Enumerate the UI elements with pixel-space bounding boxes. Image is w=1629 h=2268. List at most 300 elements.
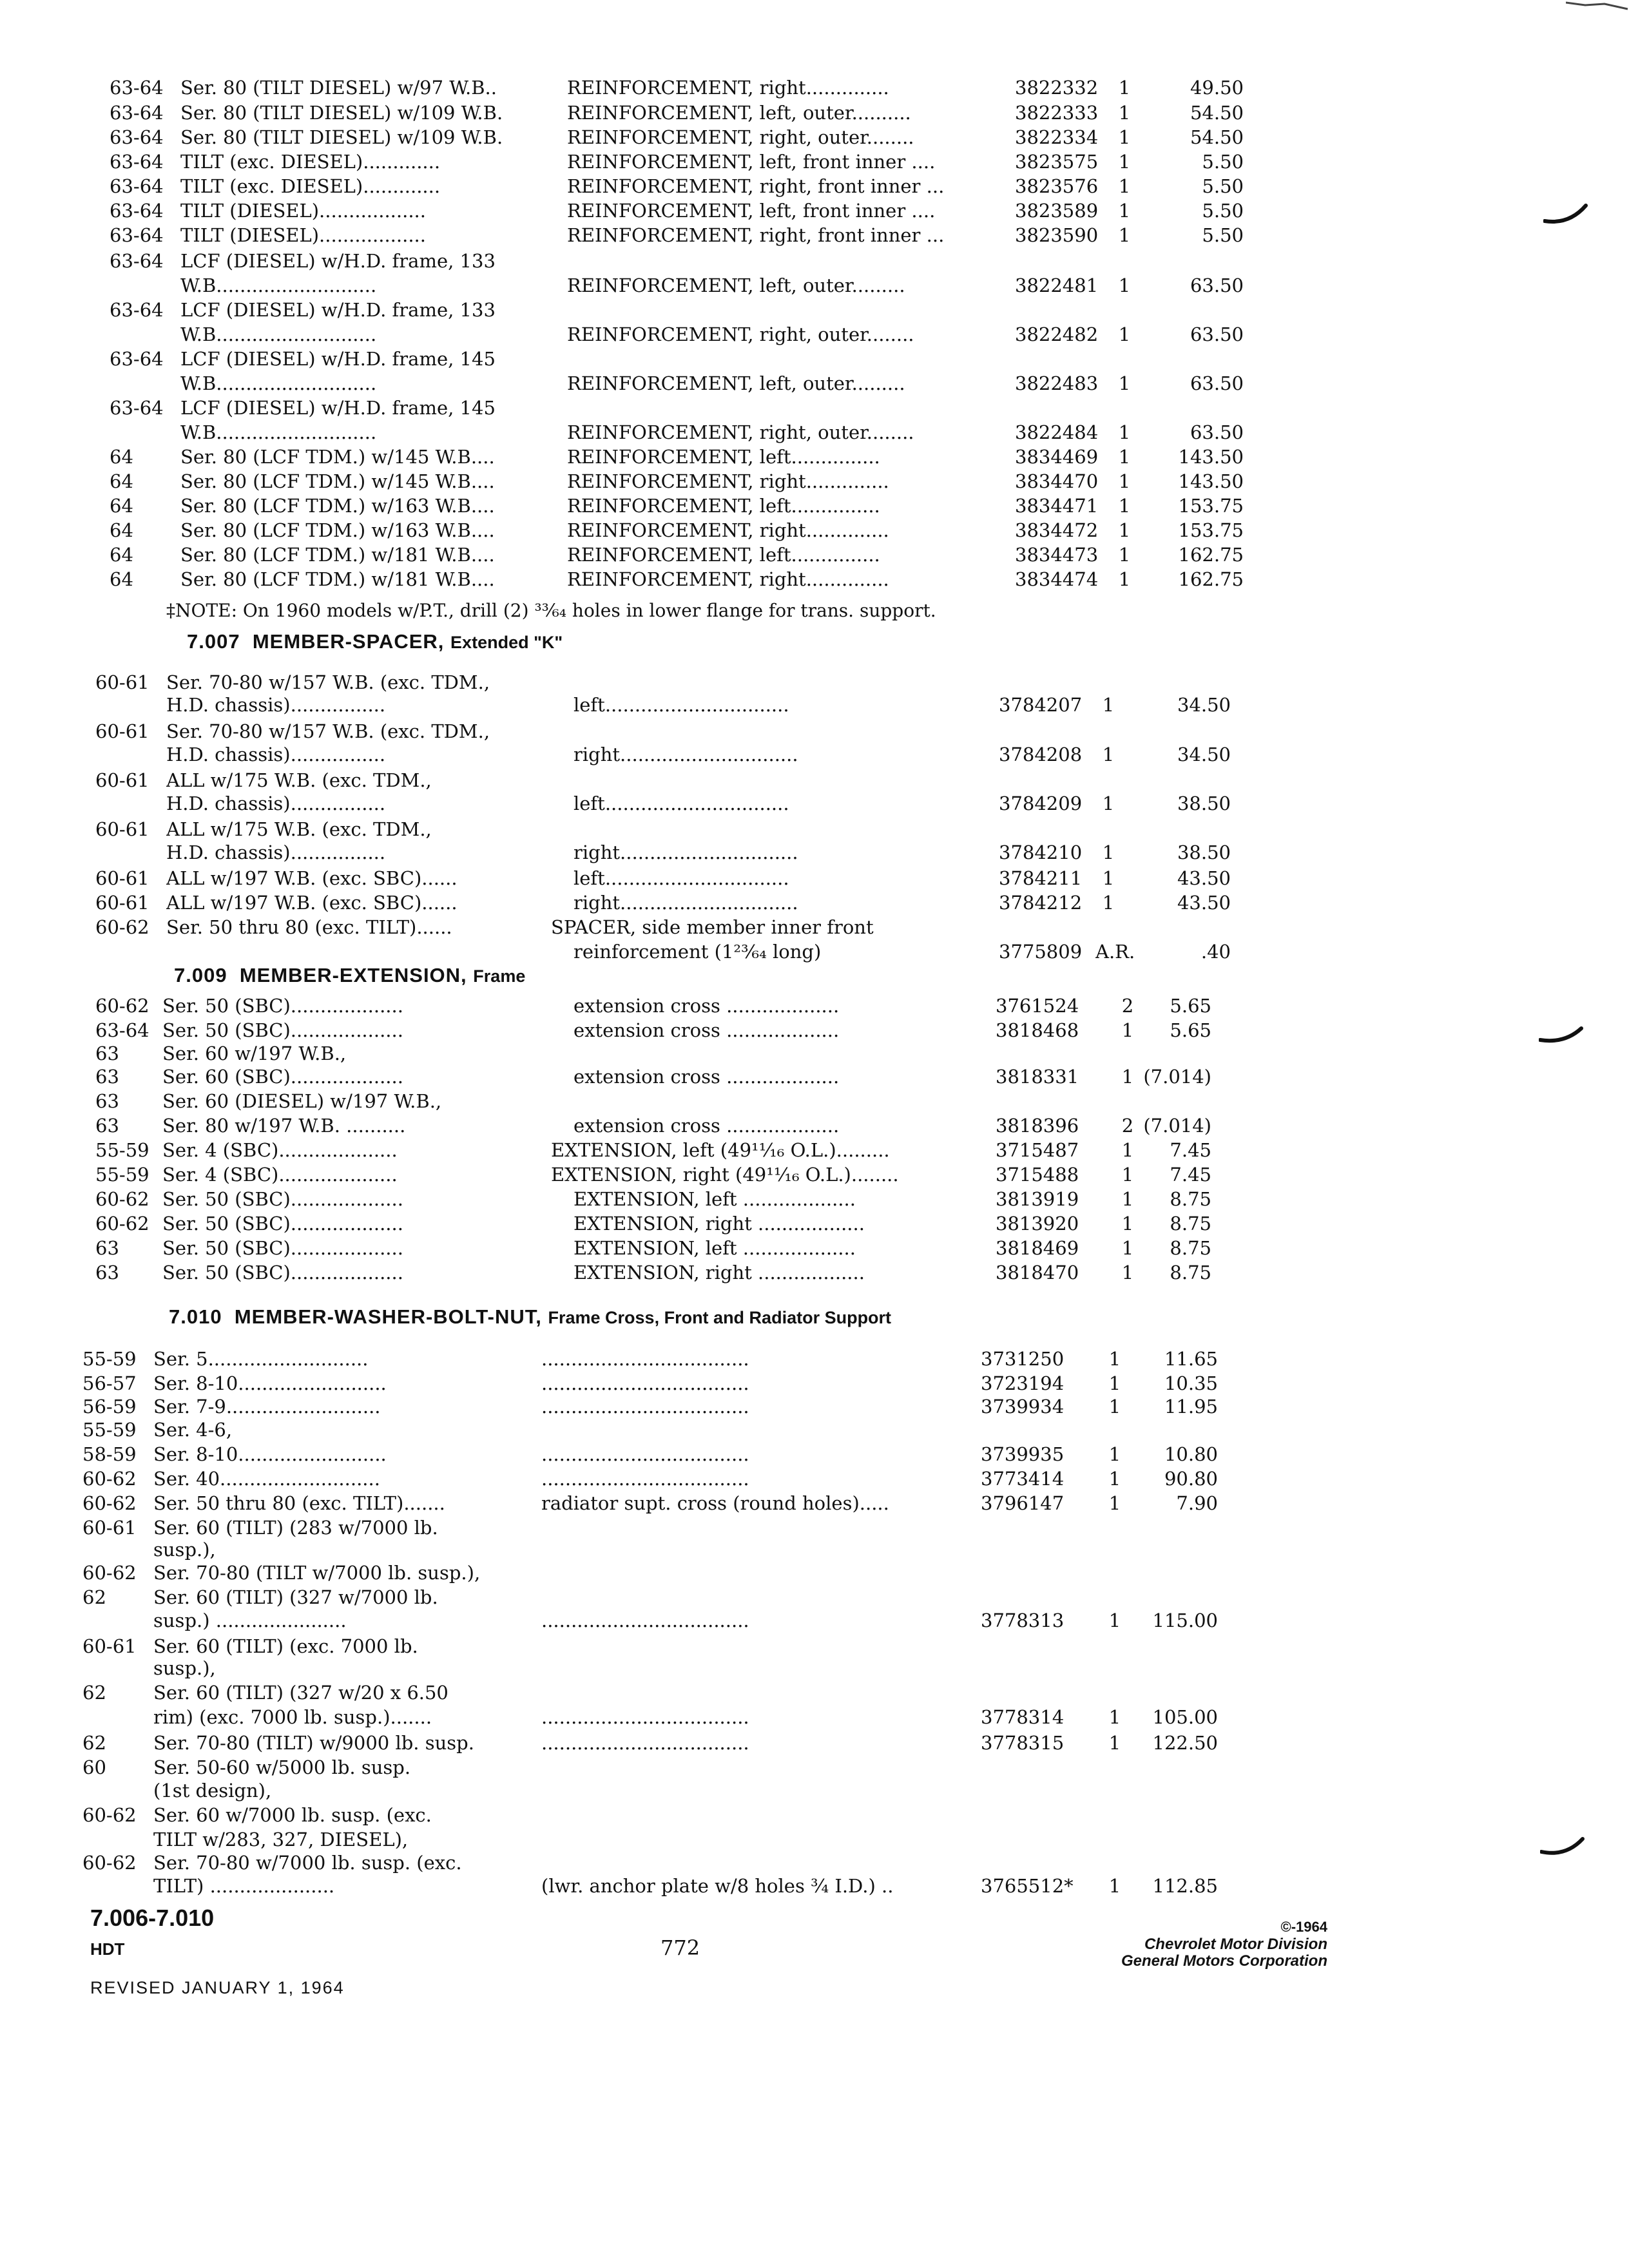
application: ALL w/175 W.B. (exc. TDM., [166,769,432,791]
part-number: 3818468 [996,1019,1079,1041]
part-number: 3723194 [981,1372,1065,1394]
part-number: 3822333 [1015,102,1099,124]
part-number: 3822484 [1015,421,1099,443]
part-description: REINFORCEMENT, left............... [567,446,880,468]
quantity: 1 [1108,1372,1121,1394]
application: Ser. 80 (LCF TDM.) w/181 W.B.... [180,544,495,566]
list-price: 54.50 [1190,102,1244,124]
part-description: radiator supt. cross (round holes)..... [541,1492,889,1514]
model-year: 60-62 [82,1492,137,1514]
parts-row [0,1680,1629,1705]
extension-right-description: EXTENSION, right (49¹¹⁄₁₆ O.L.)........ [551,1164,899,1186]
part-description: extension cross ................... [574,1019,840,1041]
model-year: 63-64 [110,250,164,272]
application: Ser. 80 (LCF TDM.) w/163 W.B.... [180,495,495,517]
list-price: 5.65 [1170,1019,1211,1041]
quantity: 1 [1108,1396,1121,1418]
quantity: 1 [1118,446,1131,468]
application: Ser. 70-80 (TILT w/7000 lb. susp.), [153,1562,481,1584]
parts-row [0,396,1629,420]
part-number: 3784207 [999,694,1083,716]
parts-row [0,347,1629,371]
part-description: left............................... [574,793,789,814]
application: W.B........................... [180,372,377,394]
list-price: 63.50 [1190,372,1244,394]
extension-right-desc-row [0,1162,1629,1187]
model-year: 63 [95,1262,119,1283]
parts-row [0,1187,1629,1211]
list-price: 90.80 [1164,1468,1218,1490]
part-description: ................................... [541,1348,749,1370]
application: Ser. 7-9.......................... [153,1396,381,1418]
parts-row [0,371,1629,396]
part-description: EXTENSION, right .................. [574,1262,865,1283]
model-year: 63-64 [110,200,164,222]
model-year: 63 [95,1066,119,1088]
list-price: 10.80 [1164,1443,1218,1465]
application: susp.) ...................... [153,1610,347,1631]
quantity: 1 [1102,867,1115,889]
spacer-description-line1: SPACER, side member inner front [551,916,874,938]
extension-left-description: EXTENSION, left (49¹¹⁄₁₆ O.L.)......... [551,1139,890,1161]
part-number: 3822482 [1015,323,1099,345]
list-price: (7.014) [1143,1115,1211,1137]
application: LCF (DIESEL) w/H.D. frame, 145 [180,348,496,370]
quantity: 1 [1118,77,1131,99]
parts-row [0,840,1629,865]
quantity: 1 [1118,200,1131,222]
model-year: 60 [82,1756,106,1778]
quantity: 1 [1121,1262,1134,1283]
application: TILT (exc. DIESEL)............. [180,175,441,197]
scan-mark-3 [1540,1835,1585,1861]
application: Ser. 50 (SBC)................... [162,1019,403,1041]
model-year: 63-64 [110,397,164,419]
part-description: REINFORCEMENT, left............... [567,544,880,566]
part-number: 3823576 [1015,175,1099,197]
catalog-code: HDT [90,1939,125,1959]
part-description: right.............................. [574,841,798,863]
model-year: 60-62 [95,916,149,938]
model-year: 62 [82,1586,106,1608]
application: Ser. 50 thru 80 (exc. TILT)...... [166,916,452,938]
spacer-quantity: A.R. [1095,941,1135,963]
part-number: 3784209 [999,793,1083,814]
quantity: 1 [1108,1706,1121,1728]
part-description: REINFORCEMENT, left, front inner .... [567,200,936,222]
parts-row [0,994,1629,1018]
application: Ser. 4-6, [153,1419,233,1441]
part-number: 3834474 [1015,568,1099,590]
list-price: 162.75 [1178,544,1244,566]
application: Ser. 50 thru 80 (exc. TILT)....... [153,1492,445,1514]
spacer-part-number: 3775809 [999,941,1083,963]
list-price: 112.85 [1152,1875,1218,1897]
quantity: 2 [1121,995,1134,1017]
parts-row [0,1561,1629,1585]
model-year: 55-59 [82,1419,137,1441]
parts-row [0,866,1629,890]
part-number: 3818470 [996,1262,1079,1283]
list-price: 115.00 [1152,1610,1218,1631]
application: (1st design), [153,1780,272,1802]
application: Ser. 70-80 w/7000 lb. susp. (exc. [153,1852,462,1874]
parts-row [0,149,1629,174]
parts-row [0,670,1629,695]
list-price: 49.50 [1190,77,1244,99]
revision-date: REVISED JANUARY 1, 1964 [90,1978,345,1997]
part-description: REINFORCEMENT, left, front inner .... [567,151,936,173]
footnote: ‡NOTE: On 1960 models w/P.T., drill (2) ³³⁄₆₄ holes in lower flange for trans. support. [166,600,936,621]
quantity: 1 [1118,323,1131,345]
application: Ser. 50 (SBC)................... [162,1188,403,1210]
quantity: 1 [1108,1875,1121,1897]
model-year: 60-61 [82,1635,137,1657]
parts-row [0,1089,1629,1113]
parts-row [0,1018,1629,1043]
model-year: 55-59 [95,1139,149,1161]
model-year: 56-59 [82,1396,137,1418]
scan-mark-1 [1543,203,1588,229]
application: Ser. 5........................... [153,1348,369,1370]
list-price: 63.50 [1190,274,1244,296]
model-year: 60-61 [95,671,149,693]
part-description: EXTENSION, right .................. [574,1213,865,1235]
part-number: 3822334 [1015,126,1099,148]
application: Ser. 50 (SBC)................... [162,1213,403,1235]
model-year: 63 [95,1090,119,1112]
part-number: 3778315 [981,1732,1065,1754]
parts-row [0,1656,1629,1680]
part-description: ................................... [541,1372,749,1394]
part-description: REINFORCEMENT, left, outer......... [567,274,905,296]
part-description: right.............................. [574,744,798,765]
list-price: 5.50 [1202,200,1244,222]
part-description: EXTENSION, left ................... [574,1237,856,1259]
application: Ser. 80 w/197 W.B. .......... [162,1115,406,1137]
parts-row [0,742,1629,767]
quantity: 1 [1118,568,1131,590]
parts-row [0,1585,1629,1610]
part-description: REINFORCEMENT, right.............. [567,568,889,590]
parts-row [0,719,1629,744]
list-price: 8.75 [1170,1262,1211,1283]
section-heading [169,1304,891,1331]
quantity: 1 [1118,126,1131,148]
quantity: 1 [1118,372,1131,394]
model-year: 60-62 [82,1562,137,1584]
application: H.D. chassis)................ [166,694,386,716]
list-price: 7.45 [1170,1139,1211,1161]
section-title: MEMBER-WASHER-BOLT-NUT, [234,1305,542,1328]
spacer-desc-row-2 [0,939,1629,964]
application: Ser. 80 (TILT DIESEL) w/97 W.B.. [180,77,497,99]
parts-row [0,298,1629,322]
parts-row [0,791,1629,816]
parts-row [0,1041,1629,1066]
part-number: 3784211 [999,867,1083,889]
part-number: 3778313 [981,1610,1065,1631]
part-number: 3765512* [981,1875,1074,1897]
application: TILT) ..................... [153,1875,335,1897]
parts-row [0,1874,1629,1898]
parts-row [0,1260,1629,1285]
model-year: 60-61 [95,720,149,742]
part-description: extension cross ................... [574,995,840,1017]
application: Ser. 60 (TILT) (283 w/7000 lb. [153,1517,438,1539]
application: Ser. 60 w/197 W.B., [162,1043,347,1064]
part-number: 3813920 [996,1213,1079,1235]
application: Ser. 50 (SBC)................... [162,1237,403,1259]
parts-row [0,1418,1629,1442]
list-price: 8.75 [1170,1213,1211,1235]
parts-row [0,1731,1629,1755]
part-number: 3784208 [999,744,1083,765]
part-number: 3784212 [999,892,1083,914]
spacer-price: .40 [1200,941,1231,963]
list-price: 7.45 [1170,1164,1211,1186]
list-price: 63.50 [1190,323,1244,345]
model-year: 55-59 [82,1348,137,1370]
parts-row [0,817,1629,841]
model-year: 62 [82,1732,106,1754]
part-description: REINFORCEMENT, right, outer........ [567,126,914,148]
parts-row [0,1755,1629,1780]
parts-row [0,1347,1629,1371]
parts-row [0,518,1629,543]
corporation-name: General Motors Corporation [1121,1952,1327,1970]
quantity: 1 [1108,1348,1121,1370]
list-price: 5.50 [1202,151,1244,173]
parts-row [0,1705,1629,1729]
application: Ser. 60 (TILT) (327 w/7000 lb. [153,1586,438,1608]
model-year: 64 [110,470,133,492]
model-year: 60-61 [95,892,149,914]
parts-row [0,198,1629,223]
model-year: 60-62 [95,1213,149,1235]
parts-row [0,1236,1629,1260]
list-price: 5.50 [1202,175,1244,197]
part-description: REINFORCEMENT, left............... [567,495,880,517]
parts-row [0,1537,1629,1562]
parts-row [0,1371,1629,1396]
parts-row [0,494,1629,518]
spacer-desc-row [0,915,1629,939]
application: LCF (DIESEL) w/H.D. frame, 145 [180,397,496,419]
list-price: 10.35 [1164,1372,1218,1394]
parts-row [0,693,1629,717]
parts-row [0,322,1629,347]
model-year: 56-57 [82,1372,137,1394]
part-number: 3731250 [981,1348,1065,1370]
model-year: 60-62 [82,1468,137,1490]
application: ALL w/197 W.B. (exc. SBC)...... [166,867,458,889]
part-description: left............................... [574,694,789,716]
quantity: 1 [1118,421,1131,443]
copyright: ©-1964 [1280,1919,1327,1935]
parts-row [0,1827,1629,1852]
model-year: 62 [82,1682,106,1704]
part-description: ................................... [541,1732,749,1754]
list-price: 34.50 [1177,744,1231,765]
application: Ser. 80 (LCF TDM.) w/181 W.B.... [180,568,495,590]
part-number: 3715488 [996,1164,1079,1186]
part-number: 3818331 [996,1066,1079,1088]
section-subtitle: Frame Cross, Front and Radiator Support [548,1308,892,1327]
model-year: 63 [95,1043,119,1064]
section-subtitle: Frame [473,966,526,986]
section-number: 7.007 [187,630,240,653]
list-price: 7.90 [1176,1492,1218,1514]
application: susp.), [153,1539,216,1561]
application: H.D. chassis)................ [166,744,386,765]
parts-row [0,768,1629,793]
quantity: 1 [1118,102,1131,124]
application: Ser. 80 (TILT DIESEL) w/109 W.B. [180,126,503,148]
application: Ser. 70-80 w/157 W.B. (exc. TDM., [166,671,490,693]
list-price: 143.50 [1178,470,1244,492]
application: Ser. 40........................... [153,1468,380,1490]
parts-row [0,420,1629,445]
parts-row [0,1803,1629,1827]
part-description: EXTENSION, left ................... [574,1188,856,1210]
quantity: 1 [1118,224,1131,246]
scan-mark-2 [1539,1023,1584,1049]
parts-row [0,1634,1629,1658]
list-price: (7.014) [1143,1066,1211,1088]
application: Ser. 70-80 w/157 W.B. (exc. TDM., [166,720,490,742]
part-number: 3823589 [1015,200,1099,222]
part-number: 3822332 [1015,77,1099,99]
model-year: 63-64 [110,77,164,99]
part-description: REINFORCEMENT, left, outer.......... [567,102,911,124]
application: Ser. 60 (TILT) (exc. 7000 lb. [153,1635,418,1657]
part-number: 3715487 [996,1139,1079,1161]
model-year: 63-64 [110,348,164,370]
list-price: 54.50 [1190,126,1244,148]
part-number: 3818469 [996,1237,1079,1259]
parts-row [0,273,1629,298]
model-year: 64 [110,544,133,566]
application: W.B........................... [180,421,377,443]
list-price: 153.75 [1178,495,1244,517]
division-name: Chevrolet Motor Division [1144,1936,1327,1953]
model-year: 60-62 [95,995,149,1017]
parts-row [0,1064,1629,1089]
list-price: 143.50 [1178,446,1244,468]
parts-row [0,75,1629,100]
part-description: ................................... [541,1610,749,1631]
application: Ser. 50 (SBC)................... [162,995,403,1017]
application: H.D. chassis)................ [166,793,386,814]
part-description: REINFORCEMENT, right, outer........ [567,421,914,443]
part-description: ................................... [541,1396,749,1418]
part-number: 3822481 [1015,274,1099,296]
part-description: REINFORCEMENT, right.............. [567,77,889,99]
quantity: 1 [1118,175,1131,197]
application: susp.), [153,1657,216,1679]
part-number: 3813919 [996,1188,1079,1210]
list-price: 8.75 [1170,1188,1211,1210]
application: Ser. 60 (DIESEL) w/197 W.B., [162,1090,442,1112]
model-year: 63-64 [110,224,164,246]
part-description: ................................... [541,1443,749,1465]
scan-mark-corner [1566,0,1629,12]
quantity: 1 [1118,470,1131,492]
quantity: 1 [1102,694,1115,716]
model-year: 63-64 [95,1019,149,1041]
parts-row [0,1113,1629,1138]
quantity: 2 [1121,1115,1134,1137]
quantity: 1 [1102,793,1115,814]
part-number: 3739935 [981,1443,1065,1465]
part-description: left............................... [574,867,789,889]
part-number: 3834471 [1015,495,1099,517]
model-year: 60-61 [82,1517,137,1539]
part-description: REINFORCEMENT, right.............. [567,519,889,541]
parts-row [0,1394,1629,1419]
application: Ser. 50-60 w/5000 lb. susp. [153,1756,411,1778]
part-number: 3822483 [1015,372,1099,394]
part-number: 3834469 [1015,446,1099,468]
list-price: 38.50 [1177,841,1231,863]
model-year: 63-64 [110,151,164,173]
application: LCF (DIESEL) w/H.D. frame, 133 [180,250,496,272]
list-price: 8.75 [1170,1237,1211,1259]
application: Ser. 60 (TILT) (327 w/20 x 6.50 [153,1682,448,1704]
parts-row [0,125,1629,149]
section-heading [174,963,525,989]
part-number: 3823575 [1015,151,1099,173]
part-description: extension cross ................... [574,1115,840,1137]
parts-row [0,890,1629,915]
quantity: 1 [1118,544,1131,566]
model-year: 60-62 [95,1188,149,1210]
application: Ser. 80 (LCF TDM.) w/145 W.B.... [180,446,495,468]
parts-row [0,1850,1629,1875]
parts-row [0,1778,1629,1803]
model-year: 60-62 [82,1852,137,1874]
quantity: 1 [1108,1610,1121,1631]
quantity: 1 [1118,274,1131,296]
quantity: 1 [1121,1213,1134,1235]
part-number: 3818396 [996,1115,1079,1137]
list-price: 11.95 [1164,1396,1218,1418]
section-range: 7.006-7.010 [90,1905,215,1931]
quantity: 1 [1118,519,1131,541]
application: Ser. 80 (LCF TDM.) w/145 W.B.... [180,470,495,492]
extension-left-desc-row [0,1138,1629,1162]
quantity: 1 [1121,1164,1134,1186]
list-price: 5.50 [1202,224,1244,246]
model-year: 64 [110,446,133,468]
parts-row [0,223,1629,247]
part-number: 3834470 [1015,470,1099,492]
quantity: 1 [1102,744,1115,765]
list-price: 5.65 [1170,995,1211,1017]
list-price: 153.75 [1178,519,1244,541]
quantity: 1 [1102,892,1115,914]
model-year: 63-64 [110,126,164,148]
application: Ser. 4 (SBC).................... [162,1164,398,1186]
list-price: 34.50 [1177,694,1231,716]
application: Ser. 4 (SBC).................... [162,1139,398,1161]
quantity: 1 [1108,1732,1121,1754]
quantity: 1 [1118,151,1131,173]
parts-row [0,249,1629,273]
part-number: 3761524 [996,995,1079,1017]
model-year: 58-59 [82,1443,137,1465]
